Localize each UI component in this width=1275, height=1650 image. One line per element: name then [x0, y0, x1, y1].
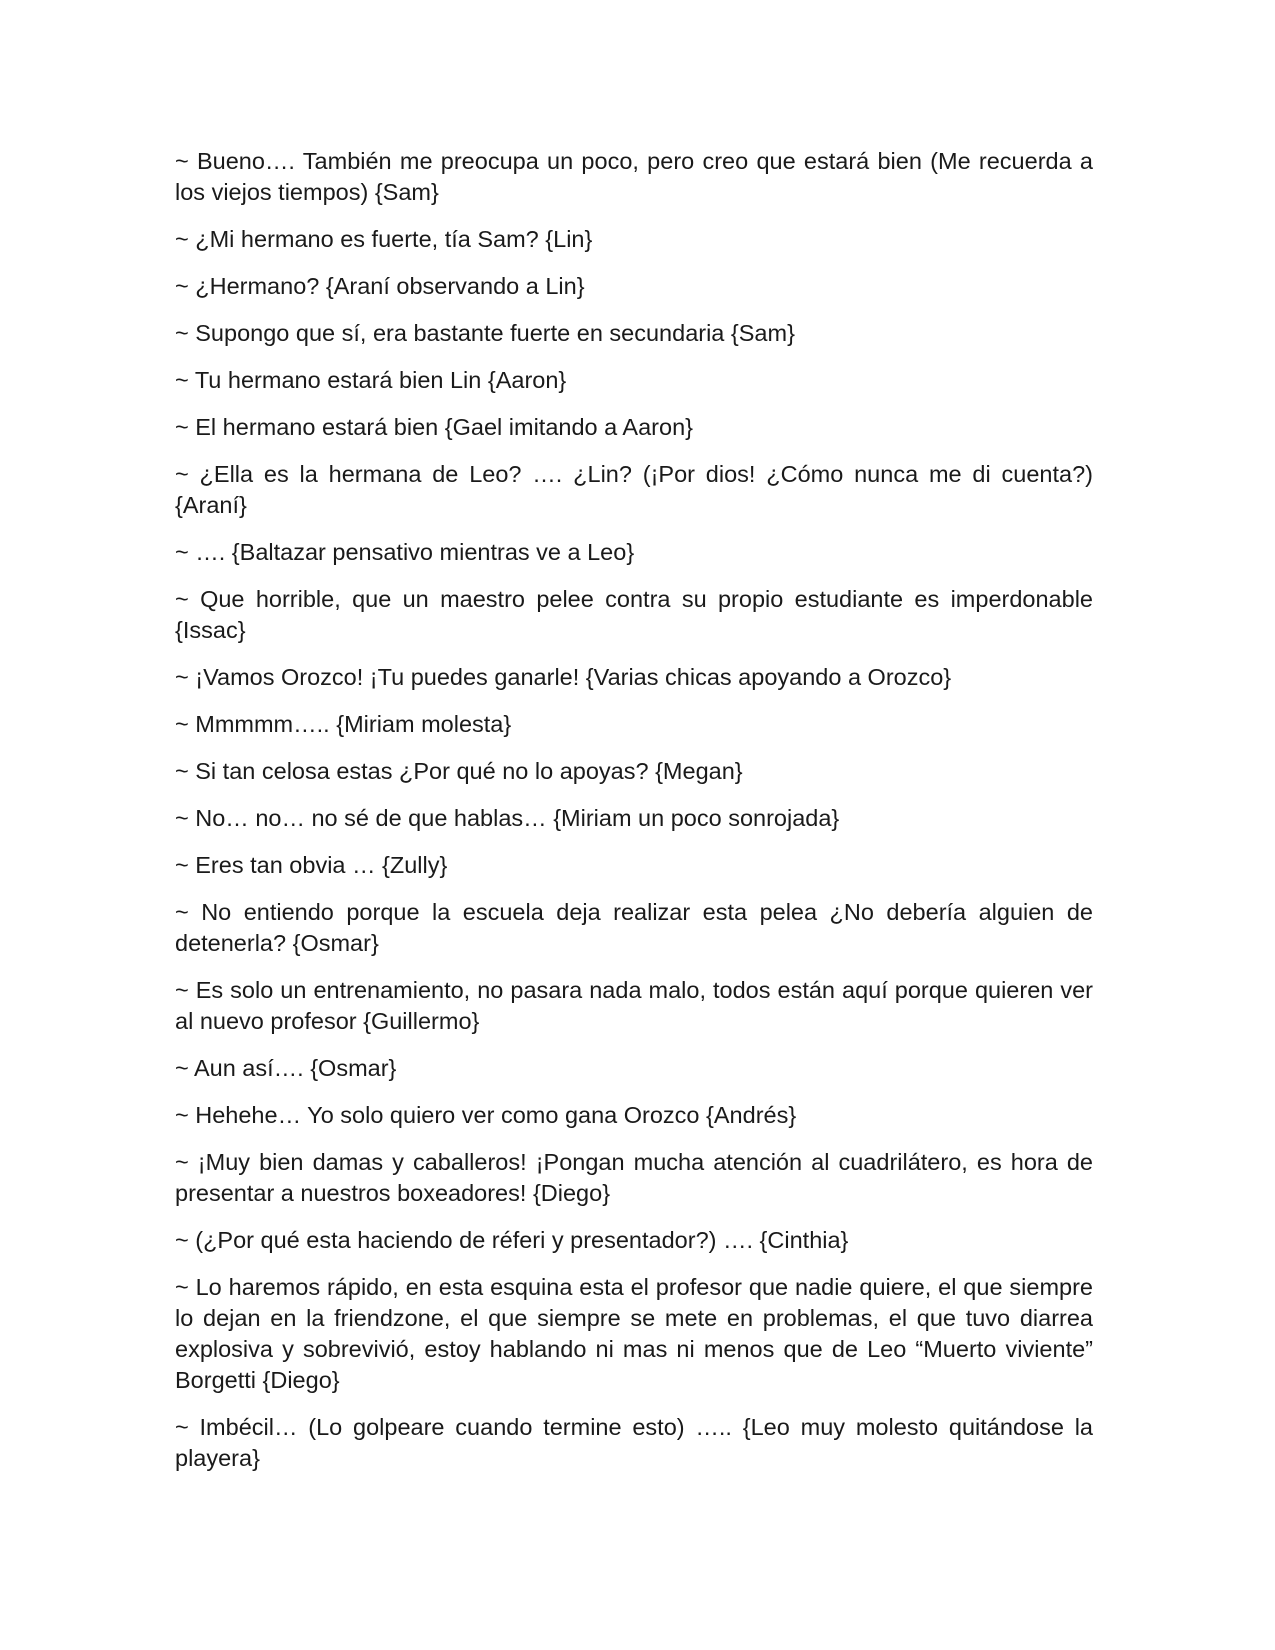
- dialogue-line: ~ Supongo que sí, era bastante fuerte en secundaria {Sam}: [175, 320, 795, 346]
- dialogue-line: ~ Imbécil… (Lo golpeare cuando termine esto) ….. {Leo muy molesto quitándose la playera}: [175, 1414, 1093, 1471]
- dialogue-line: ~ ¿Mi hermano es fuerte, tía Sam? {Lin}: [175, 226, 593, 252]
- document-page: [175, 146, 1093, 1490]
- dialogue-line: ~ No… no… no sé de que hablas… {Miriam un poco sonrojada}: [175, 805, 840, 831]
- dialogue-line: ~ El hermano estará bien {Gael imitando a Aaron}: [175, 414, 693, 440]
- dialogue-line: ~ …. {Baltazar pensativo mientras ve a Leo}: [175, 539, 635, 565]
- dialogue-line: ~ ¿Ella es la hermana de Leo? …. ¿Lin? (¡Por dios! ¿Cómo nunca me di cuenta?) {Araní}: [175, 461, 1093, 518]
- dialogue-line: ~ Bueno…. También me preocupa un poco, pero creo que estará bien (Me recuerda a los viejos tiempos) {Sam}: [175, 148, 1093, 205]
- dialogue-line: ~ Si tan celosa estas ¿Por qué no lo apoyas? {Megan}: [175, 758, 743, 784]
- dialogue-line: ~ No entiendo porque la escuela deja realizar esta pelea ¿No debería alguien de detenerla? {Osmar}: [175, 899, 1093, 956]
- dialogue-line: ~ Que horrible, que un maestro pelee contra su propio estudiante es imperdonable {Issac}: [175, 586, 1093, 643]
- dialogue-line: ~ Eres tan obvia … {Zully}: [175, 852, 448, 878]
- dialogue-line: ~ Tu hermano estará bien Lin {Aaron}: [175, 367, 567, 393]
- dialogue-line: ~ ¿Hermano? {Araní observando a Lin}: [175, 273, 585, 299]
- dialogue-line: ~ Mmmmm….. {Miriam molesta}: [175, 711, 512, 737]
- dialogue-line: ~ Aun así…. {Osmar}: [175, 1055, 397, 1081]
- dialogue-line: ~ ¡Muy bien damas y caballeros! ¡Pongan mucha atención al cuadrilátero, es hora de presentar a nuestros boxeadores! {Diego}: [175, 1149, 1093, 1206]
- dialogue-line: ~ Es solo un entrenamiento, no pasara nada malo, todos están aquí porque quieren ver al nuevo profesor {Guillermo}: [175, 977, 1093, 1034]
- dialogue-line: ~ ¡Vamos Orozco! ¡Tu puedes ganarle! {Varias chicas apoyando a Orozco}: [175, 664, 952, 690]
- dialogue-line: ~ Hehehe… Yo solo quiero ver como gana Orozco {Andrés}: [175, 1102, 797, 1128]
- dialogue-line: ~ Lo haremos rápido, en esta esquina esta el profesor que nadie quiere, el que siempre lo dejan en la friendzone, el que siempre se mete en problemas, el que tuvo diarrea explosiva y sobrevivió, estoy hablando ni mas ni menos que de Leo “Muerto viviente” Borgetti {Diego}: [175, 1274, 1093, 1393]
- dialogue-line: ~ (¿Por qué esta haciendo de réferi y presentador?) …. {Cinthia}: [175, 1227, 849, 1253]
